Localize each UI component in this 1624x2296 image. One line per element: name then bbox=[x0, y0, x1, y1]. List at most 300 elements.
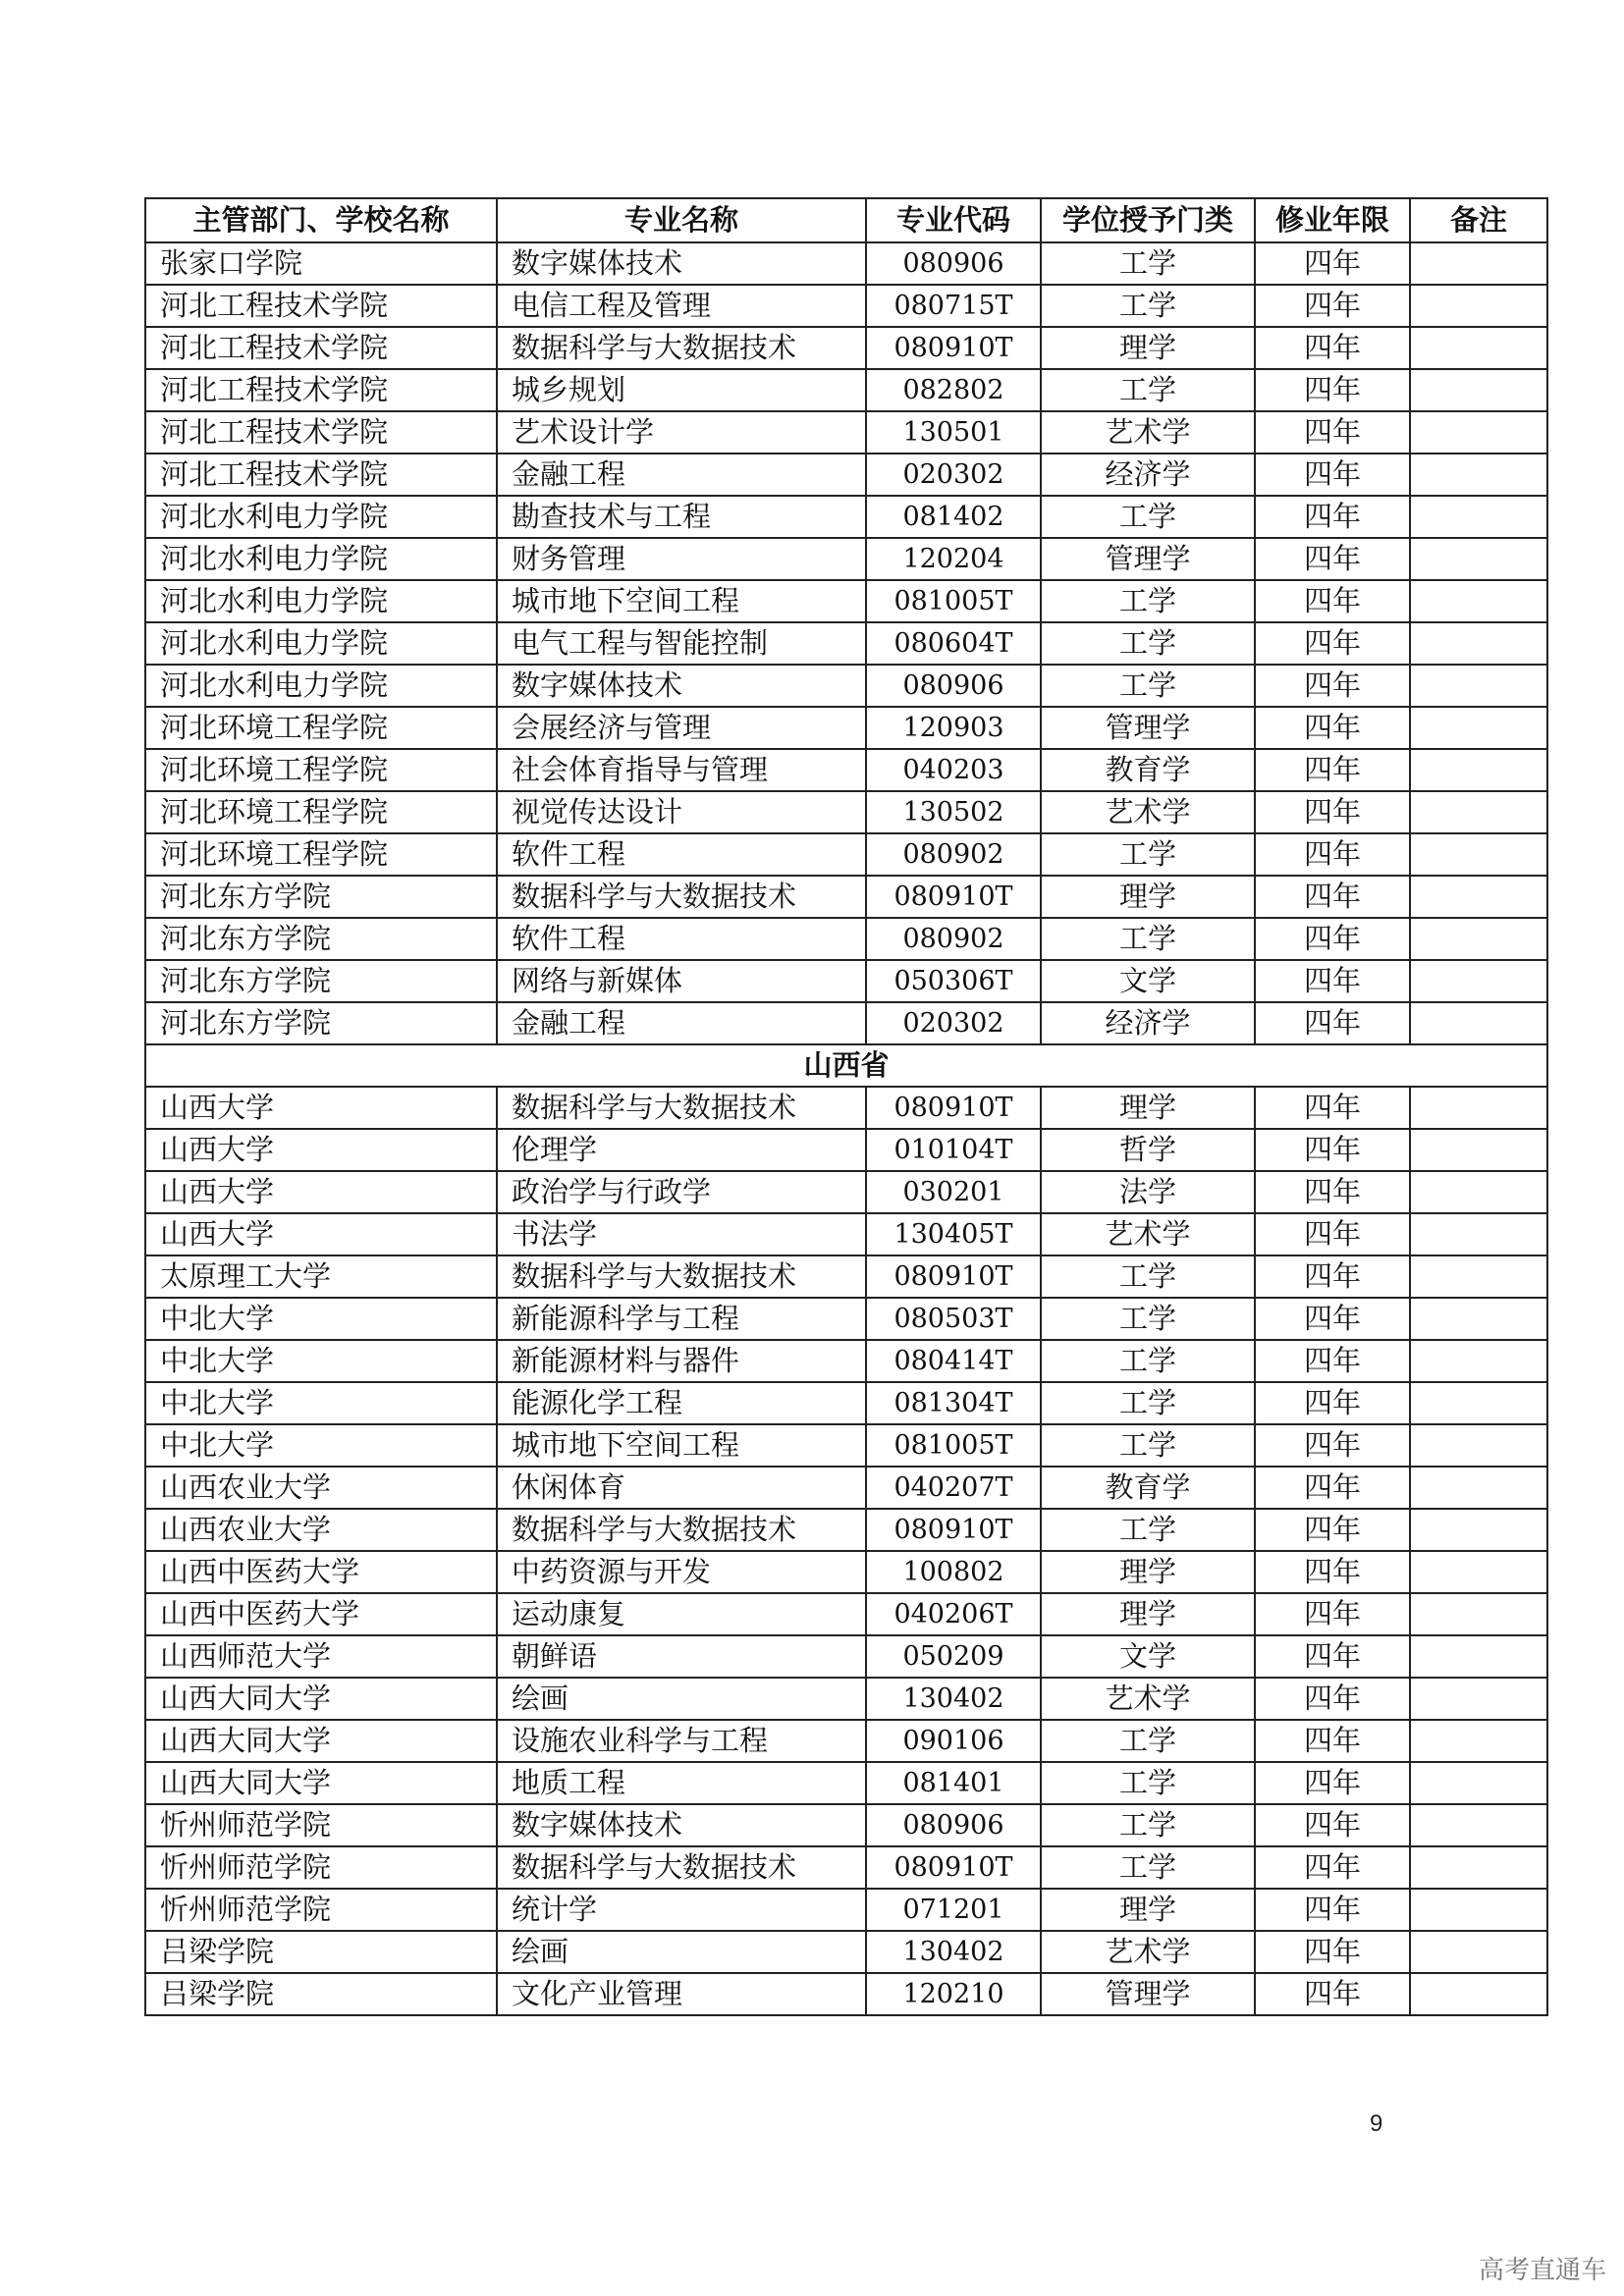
cell-major: 金融工程 bbox=[497, 1002, 866, 1044]
cell-degree-category: 工学 bbox=[1041, 1340, 1255, 1382]
cell-school: 河北东方学院 bbox=[145, 918, 497, 960]
cell-school: 吕梁学院 bbox=[145, 1973, 497, 2015]
cell-degree-category: 工学 bbox=[1041, 833, 1255, 876]
table-row bbox=[145, 1846, 1547, 1889]
table-row bbox=[145, 538, 1547, 580]
cell-note bbox=[1410, 1002, 1547, 1044]
cell-years: 四年 bbox=[1255, 1804, 1410, 1846]
cell-degree-category: 工学 bbox=[1041, 622, 1255, 665]
cell-degree-category: 工学 bbox=[1041, 918, 1255, 960]
table-row bbox=[145, 876, 1547, 918]
cell-school: 山西大同大学 bbox=[145, 1762, 497, 1804]
cell-degree-category: 艺术学 bbox=[1041, 1931, 1255, 1973]
cell-school: 河北工程技术学院 bbox=[145, 285, 497, 327]
cell-degree-category: 艺术学 bbox=[1041, 1678, 1255, 1720]
cell-note bbox=[1410, 1973, 1547, 2015]
cell-major: 视觉传达设计 bbox=[497, 791, 866, 833]
cell-major: 财务管理 bbox=[497, 538, 866, 580]
cell-school: 山西农业大学 bbox=[145, 1467, 497, 1509]
cell-note bbox=[1410, 454, 1547, 496]
cell-degree-category: 理学 bbox=[1041, 327, 1255, 369]
cell-years: 四年 bbox=[1255, 791, 1410, 833]
cell-degree-category: 工学 bbox=[1041, 369, 1255, 411]
cell-years: 四年 bbox=[1255, 538, 1410, 580]
cell-code: 080910T bbox=[866, 876, 1041, 918]
cell-degree-category: 管理学 bbox=[1041, 707, 1255, 749]
cell-years: 四年 bbox=[1255, 242, 1410, 285]
table-row bbox=[145, 1171, 1547, 1213]
cell-school: 忻州师范学院 bbox=[145, 1889, 497, 1931]
header-degree-category: 学位授予门类 bbox=[1041, 198, 1255, 242]
table-row bbox=[145, 791, 1547, 833]
cell-code: 080910T bbox=[866, 1846, 1041, 1889]
cell-school: 山西农业大学 bbox=[145, 1509, 497, 1551]
cell-school: 山西大学 bbox=[145, 1129, 497, 1171]
cell-years: 四年 bbox=[1255, 1973, 1410, 2015]
cell-note bbox=[1410, 580, 1547, 622]
cell-school: 河北水利电力学院 bbox=[145, 538, 497, 580]
table-row bbox=[145, 454, 1547, 496]
cell-degree-category: 工学 bbox=[1041, 285, 1255, 327]
table-row bbox=[145, 1340, 1547, 1382]
majors-table bbox=[144, 197, 1548, 2016]
cell-major: 绘画 bbox=[497, 1678, 866, 1720]
cell-code: 080715T bbox=[866, 285, 1041, 327]
cell-school: 中北大学 bbox=[145, 1382, 497, 1424]
cell-note bbox=[1410, 1889, 1547, 1931]
cell-major: 新能源材料与器件 bbox=[497, 1340, 866, 1382]
cell-years: 四年 bbox=[1255, 665, 1410, 707]
cell-school: 中北大学 bbox=[145, 1424, 497, 1467]
cell-note bbox=[1410, 285, 1547, 327]
cell-major: 勘查技术与工程 bbox=[497, 496, 866, 538]
cell-note bbox=[1410, 918, 1547, 960]
cell-degree-category: 理学 bbox=[1041, 1889, 1255, 1931]
cell-code: 082802 bbox=[866, 369, 1041, 411]
cell-years: 四年 bbox=[1255, 1171, 1410, 1213]
table-row bbox=[145, 833, 1547, 876]
cell-years: 四年 bbox=[1255, 960, 1410, 1002]
cell-code: 130405T bbox=[866, 1213, 1041, 1255]
header-school: 主管部门、学校名称 bbox=[145, 198, 497, 242]
cell-school: 忻州师范学院 bbox=[145, 1846, 497, 1889]
cell-degree-category: 工学 bbox=[1041, 1762, 1255, 1804]
cell-years: 四年 bbox=[1255, 1298, 1410, 1340]
cell-note bbox=[1410, 1129, 1547, 1171]
cell-years: 四年 bbox=[1255, 1340, 1410, 1382]
cell-major: 网络与新媒体 bbox=[497, 960, 866, 1002]
cell-years: 四年 bbox=[1255, 1551, 1410, 1593]
cell-note bbox=[1410, 1762, 1547, 1804]
table-row bbox=[145, 327, 1547, 369]
cell-code: 081304T bbox=[866, 1382, 1041, 1424]
cell-major: 新能源科学与工程 bbox=[497, 1298, 866, 1340]
table-row bbox=[145, 580, 1547, 622]
table-row bbox=[145, 242, 1547, 285]
cell-note bbox=[1410, 1931, 1547, 1973]
cell-degree-category: 教育学 bbox=[1041, 1467, 1255, 1509]
cell-major: 设施农业科学与工程 bbox=[497, 1720, 866, 1762]
region-label: 山西省 bbox=[145, 1044, 1547, 1087]
cell-note bbox=[1410, 622, 1547, 665]
cell-school: 河北水利电力学院 bbox=[145, 580, 497, 622]
cell-code: 130501 bbox=[866, 411, 1041, 454]
cell-years: 四年 bbox=[1255, 1931, 1410, 1973]
cell-school: 河北水利电力学院 bbox=[145, 496, 497, 538]
header-code: 专业代码 bbox=[866, 198, 1041, 242]
cell-major: 软件工程 bbox=[497, 833, 866, 876]
cell-major: 中药资源与开发 bbox=[497, 1551, 866, 1593]
table-row bbox=[145, 1002, 1547, 1044]
cell-code: 081005T bbox=[866, 580, 1041, 622]
cell-school: 山西大同大学 bbox=[145, 1678, 497, 1720]
cell-code: 040206T bbox=[866, 1593, 1041, 1635]
cell-degree-category: 管理学 bbox=[1041, 1973, 1255, 2015]
cell-degree-category: 工学 bbox=[1041, 1846, 1255, 1889]
cell-code: 080902 bbox=[866, 833, 1041, 876]
cell-degree-category: 艺术学 bbox=[1041, 411, 1255, 454]
cell-years: 四年 bbox=[1255, 1889, 1410, 1931]
cell-years: 四年 bbox=[1255, 411, 1410, 454]
cell-note bbox=[1410, 369, 1547, 411]
cell-years: 四年 bbox=[1255, 1002, 1410, 1044]
cell-note bbox=[1410, 538, 1547, 580]
cell-note bbox=[1410, 1678, 1547, 1720]
cell-note bbox=[1410, 833, 1547, 876]
table-row bbox=[145, 1551, 1547, 1593]
cell-major: 统计学 bbox=[497, 1889, 866, 1931]
cell-code: 080906 bbox=[866, 1804, 1041, 1846]
cell-note bbox=[1410, 411, 1547, 454]
cell-major: 朝鲜语 bbox=[497, 1635, 866, 1678]
cell-degree-category: 哲学 bbox=[1041, 1129, 1255, 1171]
header-major: 专业名称 bbox=[497, 198, 866, 242]
cell-code: 130502 bbox=[866, 791, 1041, 833]
cell-degree-category: 工学 bbox=[1041, 665, 1255, 707]
cell-school: 张家口学院 bbox=[145, 242, 497, 285]
cell-note bbox=[1410, 876, 1547, 918]
cell-note bbox=[1410, 1213, 1547, 1255]
cell-note bbox=[1410, 1255, 1547, 1298]
cell-degree-category: 工学 bbox=[1041, 1509, 1255, 1551]
cell-code: 020302 bbox=[866, 1002, 1041, 1044]
cell-major: 休闲体育 bbox=[497, 1467, 866, 1509]
cell-major: 数据科学与大数据技术 bbox=[497, 1255, 866, 1298]
cell-school: 河北工程技术学院 bbox=[145, 369, 497, 411]
cell-years: 四年 bbox=[1255, 580, 1410, 622]
cell-school: 河北环境工程学院 bbox=[145, 707, 497, 749]
cell-years: 四年 bbox=[1255, 1213, 1410, 1255]
cell-years: 四年 bbox=[1255, 833, 1410, 876]
cell-code: 120204 bbox=[866, 538, 1041, 580]
cell-code: 080910T bbox=[866, 327, 1041, 369]
cell-code: 050209 bbox=[866, 1635, 1041, 1678]
cell-note bbox=[1410, 1298, 1547, 1340]
cell-note bbox=[1410, 1720, 1547, 1762]
cell-school: 太原理工大学 bbox=[145, 1255, 497, 1298]
header-row bbox=[145, 198, 1547, 242]
cell-code: 081005T bbox=[866, 1424, 1041, 1467]
table-row bbox=[145, 1593, 1547, 1635]
cell-years: 四年 bbox=[1255, 1129, 1410, 1171]
cell-major: 艺术设计学 bbox=[497, 411, 866, 454]
table-row bbox=[145, 665, 1547, 707]
cell-major: 城市地下空间工程 bbox=[497, 1424, 866, 1467]
cell-degree-category: 教育学 bbox=[1041, 749, 1255, 791]
cell-note bbox=[1410, 496, 1547, 538]
cell-code: 120210 bbox=[866, 1973, 1041, 2015]
header-years: 修业年限 bbox=[1255, 198, 1410, 242]
cell-major: 文化产业管理 bbox=[497, 1973, 866, 2015]
table-row bbox=[145, 1255, 1547, 1298]
cell-years: 四年 bbox=[1255, 1467, 1410, 1509]
cell-degree-category: 管理学 bbox=[1041, 538, 1255, 580]
cell-years: 四年 bbox=[1255, 1087, 1410, 1129]
cell-school: 河北水利电力学院 bbox=[145, 665, 497, 707]
cell-major: 会展经济与管理 bbox=[497, 707, 866, 749]
table-row bbox=[145, 496, 1547, 538]
table-row bbox=[145, 1762, 1547, 1804]
cell-major: 软件工程 bbox=[497, 918, 866, 960]
cell-note bbox=[1410, 1087, 1547, 1129]
cell-major: 伦理学 bbox=[497, 1129, 866, 1171]
cell-note bbox=[1410, 1804, 1547, 1846]
cell-degree-category: 文学 bbox=[1041, 960, 1255, 1002]
cell-years: 四年 bbox=[1255, 876, 1410, 918]
cell-school: 河北水利电力学院 bbox=[145, 622, 497, 665]
cell-code: 081402 bbox=[866, 496, 1041, 538]
cell-major: 数据科学与大数据技术 bbox=[497, 327, 866, 369]
cell-years: 四年 bbox=[1255, 749, 1410, 791]
cell-years: 四年 bbox=[1255, 1255, 1410, 1298]
cell-degree-category: 工学 bbox=[1041, 1255, 1255, 1298]
cell-years: 四年 bbox=[1255, 1635, 1410, 1678]
cell-code: 080906 bbox=[866, 242, 1041, 285]
cell-years: 四年 bbox=[1255, 918, 1410, 960]
cell-degree-category: 艺术学 bbox=[1041, 1213, 1255, 1255]
cell-code: 080910T bbox=[866, 1509, 1041, 1551]
cell-note bbox=[1410, 1171, 1547, 1213]
table-row bbox=[145, 1889, 1547, 1931]
cell-major: 运动康复 bbox=[497, 1593, 866, 1635]
cell-major: 地质工程 bbox=[497, 1762, 866, 1804]
cell-years: 四年 bbox=[1255, 707, 1410, 749]
cell-years: 四年 bbox=[1255, 622, 1410, 665]
cell-years: 四年 bbox=[1255, 1593, 1410, 1635]
cell-major: 电气工程与智能控制 bbox=[497, 622, 866, 665]
cell-school: 中北大学 bbox=[145, 1340, 497, 1382]
cell-years: 四年 bbox=[1255, 454, 1410, 496]
table-row bbox=[145, 411, 1547, 454]
table-row bbox=[145, 622, 1547, 665]
cell-degree-category: 理学 bbox=[1041, 1551, 1255, 1593]
cell-degree-category: 工学 bbox=[1041, 1804, 1255, 1846]
cell-school: 山西中医药大学 bbox=[145, 1551, 497, 1593]
cell-code: 080910T bbox=[866, 1087, 1041, 1129]
cell-degree-category: 工学 bbox=[1041, 1720, 1255, 1762]
table-row bbox=[145, 918, 1547, 960]
cell-code: 080910T bbox=[866, 1255, 1041, 1298]
cell-school: 中北大学 bbox=[145, 1298, 497, 1340]
cell-code: 130402 bbox=[866, 1678, 1041, 1720]
cell-note bbox=[1410, 1551, 1547, 1593]
table-row bbox=[145, 285, 1547, 327]
cell-school: 河北东方学院 bbox=[145, 876, 497, 918]
cell-code: 040203 bbox=[866, 749, 1041, 791]
table-row bbox=[145, 1678, 1547, 1720]
cell-code: 080503T bbox=[866, 1298, 1041, 1340]
cell-major: 电信工程及管理 bbox=[497, 285, 866, 327]
cell-note bbox=[1410, 1509, 1547, 1551]
cell-major: 数据科学与大数据技术 bbox=[497, 1846, 866, 1889]
cell-school: 河北东方学院 bbox=[145, 1002, 497, 1044]
cell-degree-category: 工学 bbox=[1041, 1424, 1255, 1467]
cell-years: 四年 bbox=[1255, 1424, 1410, 1467]
cell-note bbox=[1410, 960, 1547, 1002]
cell-years: 四年 bbox=[1255, 285, 1410, 327]
cell-degree-category: 工学 bbox=[1041, 1382, 1255, 1424]
cell-code: 090106 bbox=[866, 1720, 1041, 1762]
cell-code: 120903 bbox=[866, 707, 1041, 749]
table-row bbox=[145, 1635, 1547, 1678]
cell-school: 河北工程技术学院 bbox=[145, 411, 497, 454]
cell-code: 100802 bbox=[866, 1551, 1041, 1593]
cell-note bbox=[1410, 665, 1547, 707]
cell-code: 080414T bbox=[866, 1340, 1041, 1382]
cell-years: 四年 bbox=[1255, 1762, 1410, 1804]
cell-school: 山西大学 bbox=[145, 1213, 497, 1255]
cell-note bbox=[1410, 1846, 1547, 1889]
table-row bbox=[145, 1424, 1547, 1467]
cell-years: 四年 bbox=[1255, 496, 1410, 538]
table-body bbox=[145, 242, 1547, 2015]
cell-school: 山西中医药大学 bbox=[145, 1593, 497, 1635]
cell-note bbox=[1410, 1467, 1547, 1509]
cell-major: 数据科学与大数据技术 bbox=[497, 1087, 866, 1129]
cell-note bbox=[1410, 1340, 1547, 1382]
cell-major: 书法学 bbox=[497, 1213, 866, 1255]
cell-degree-category: 经济学 bbox=[1041, 1002, 1255, 1044]
table-row bbox=[145, 1804, 1547, 1846]
cell-note bbox=[1410, 242, 1547, 285]
cell-school: 山西大学 bbox=[145, 1171, 497, 1213]
cell-major: 社会体育指导与管理 bbox=[497, 749, 866, 791]
cell-school: 河北东方学院 bbox=[145, 960, 497, 1002]
cell-major: 数字媒体技术 bbox=[497, 1804, 866, 1846]
table-row bbox=[145, 1087, 1547, 1129]
cell-note bbox=[1410, 1382, 1547, 1424]
cell-note bbox=[1410, 1424, 1547, 1467]
cell-years: 四年 bbox=[1255, 1720, 1410, 1762]
cell-degree-category: 艺术学 bbox=[1041, 791, 1255, 833]
cell-degree-category: 理学 bbox=[1041, 1593, 1255, 1635]
table-row bbox=[145, 1129, 1547, 1171]
cell-degree-category: 文学 bbox=[1041, 1635, 1255, 1678]
cell-major: 绘画 bbox=[497, 1931, 866, 1973]
cell-school: 河北环境工程学院 bbox=[145, 791, 497, 833]
cell-code: 010104T bbox=[866, 1129, 1041, 1171]
cell-code: 080906 bbox=[866, 665, 1041, 707]
cell-note bbox=[1410, 749, 1547, 791]
region-row bbox=[145, 1044, 1547, 1087]
table-row bbox=[145, 707, 1547, 749]
cell-note bbox=[1410, 791, 1547, 833]
cell-years: 四年 bbox=[1255, 1678, 1410, 1720]
cell-school: 河北工程技术学院 bbox=[145, 327, 497, 369]
page-number: 9 bbox=[1370, 2110, 1383, 2137]
cell-major: 政治学与行政学 bbox=[497, 1171, 866, 1213]
cell-major: 数据科学与大数据技术 bbox=[497, 876, 866, 918]
cell-code: 020302 bbox=[866, 454, 1041, 496]
cell-school: 山西师范大学 bbox=[145, 1635, 497, 1678]
cell-degree-category: 理学 bbox=[1041, 876, 1255, 918]
cell-degree-category: 法学 bbox=[1041, 1171, 1255, 1213]
cell-school: 吕梁学院 bbox=[145, 1931, 497, 1973]
table-row bbox=[145, 1298, 1547, 1340]
cell-major: 数字媒体技术 bbox=[497, 665, 866, 707]
cell-code: 030201 bbox=[866, 1171, 1041, 1213]
cell-school: 山西大同大学 bbox=[145, 1720, 497, 1762]
header-note: 备注 bbox=[1410, 198, 1547, 242]
table-row bbox=[145, 1973, 1547, 2015]
cell-degree-category: 经济学 bbox=[1041, 454, 1255, 496]
cell-major: 城乡规划 bbox=[497, 369, 866, 411]
cell-years: 四年 bbox=[1255, 1509, 1410, 1551]
cell-years: 四年 bbox=[1255, 327, 1410, 369]
cell-school: 山西大学 bbox=[145, 1087, 497, 1129]
table-row bbox=[145, 1720, 1547, 1762]
cell-note bbox=[1410, 1593, 1547, 1635]
cell-major: 数字媒体技术 bbox=[497, 242, 866, 285]
cell-note bbox=[1410, 1635, 1547, 1678]
watermark: 高考直通车 bbox=[1478, 2256, 1606, 2285]
cell-major: 数据科学与大数据技术 bbox=[497, 1509, 866, 1551]
cell-code: 081401 bbox=[866, 1762, 1041, 1804]
table-row bbox=[145, 1931, 1547, 1973]
table-header bbox=[145, 198, 1547, 242]
cell-degree-category: 工学 bbox=[1041, 242, 1255, 285]
cell-major: 金融工程 bbox=[497, 454, 866, 496]
table-row bbox=[145, 1509, 1547, 1551]
table-row bbox=[145, 369, 1547, 411]
cell-code: 130402 bbox=[866, 1931, 1041, 1973]
cell-degree-category: 工学 bbox=[1041, 496, 1255, 538]
table-row bbox=[145, 749, 1547, 791]
cell-code: 040207T bbox=[866, 1467, 1041, 1509]
cell-code: 080902 bbox=[866, 918, 1041, 960]
cell-code: 071201 bbox=[866, 1889, 1041, 1931]
cell-school: 河北工程技术学院 bbox=[145, 454, 497, 496]
cell-degree-category: 工学 bbox=[1041, 1298, 1255, 1340]
cell-code: 050306T bbox=[866, 960, 1041, 1002]
table-row bbox=[145, 1213, 1547, 1255]
cell-degree-category: 理学 bbox=[1041, 1087, 1255, 1129]
table-row bbox=[145, 960, 1547, 1002]
cell-note bbox=[1410, 327, 1547, 369]
cell-note bbox=[1410, 707, 1547, 749]
cell-code: 080604T bbox=[866, 622, 1041, 665]
cell-school: 河北环境工程学院 bbox=[145, 833, 497, 876]
table-row bbox=[145, 1467, 1547, 1509]
cell-major: 城市地下空间工程 bbox=[497, 580, 866, 622]
cell-years: 四年 bbox=[1255, 1382, 1410, 1424]
cell-years: 四年 bbox=[1255, 1846, 1410, 1889]
cell-school: 河北环境工程学院 bbox=[145, 749, 497, 791]
cell-degree-category: 工学 bbox=[1041, 580, 1255, 622]
cell-school: 忻州师范学院 bbox=[145, 1804, 497, 1846]
table-row bbox=[145, 1382, 1547, 1424]
cell-major: 能源化学工程 bbox=[497, 1382, 866, 1424]
